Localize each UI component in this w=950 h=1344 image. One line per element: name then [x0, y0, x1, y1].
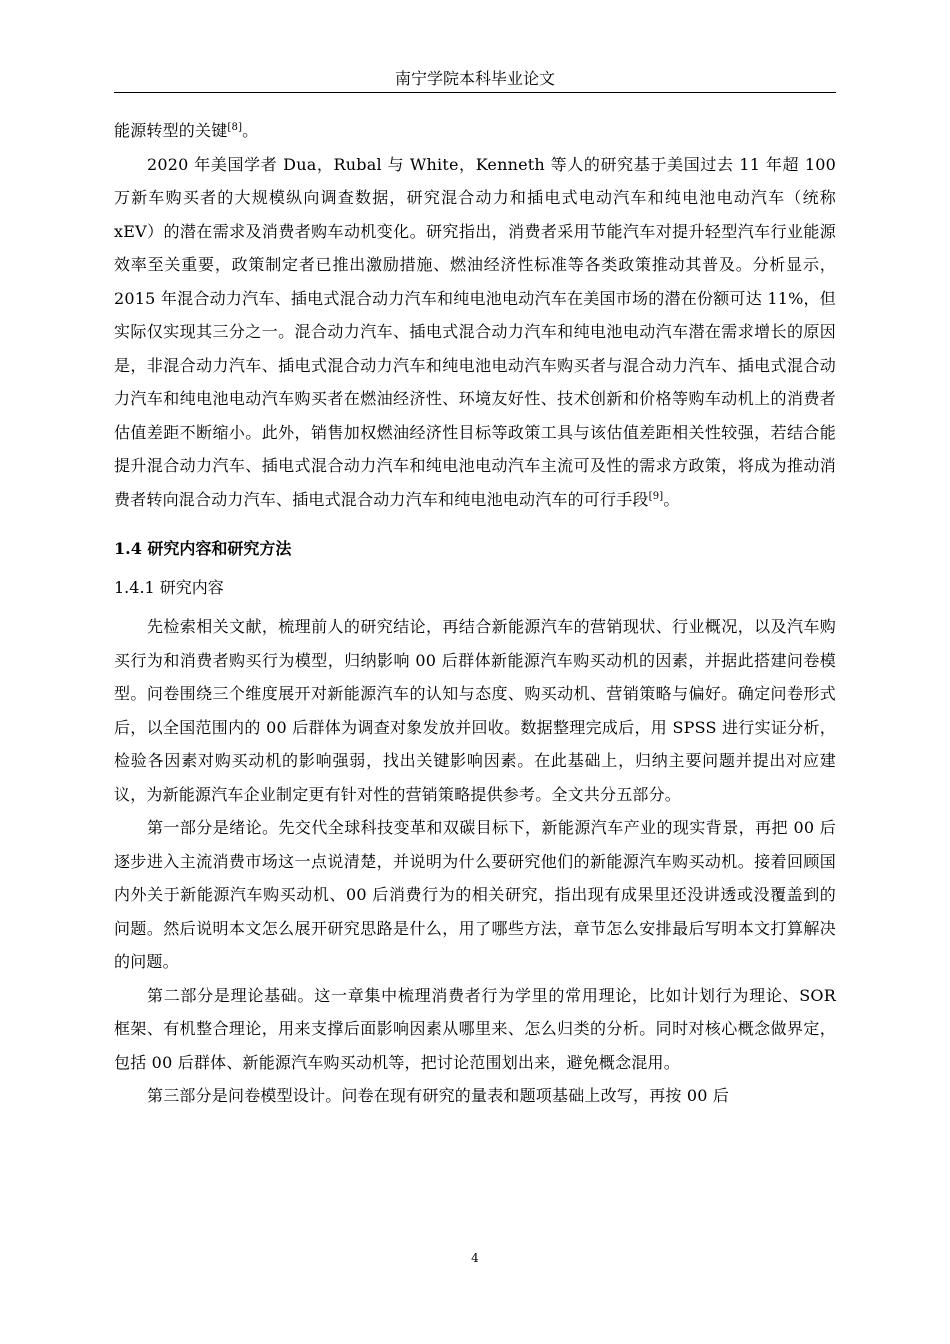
paragraph-part-two: 第二部分是理论基础。这一章集中梳理消费者行为学里的常用理论，比如计划行为理论、SOR 框架、有机整合理论，用来支撑后面影响因素从哪里来、怎么归类的分析。同时对核心概念做界定，包括 00 后群体、新能源汽车购买动机等，把讨论范围划出来，避免概念混用。 [114, 985, 836, 1072]
section-heading: 1.4 研究内容和研究方法 [114, 539, 292, 558]
paragraph-part-one: 第一部分是绪论。先交代全球科技变革和双碳目标下，新能源汽车产业的现实背景，再把 00 后逐步进入主流消费市场这一点说清楚，并说明为什么要研究他们的新能源汽车购买动机。接着回顾国内外关于新能源汽车购买动机、00 后消费行为的相关研究，指出现有成果里还没讲透或没覆盖到的问题。然后说明本文怎么展开研究思路是什么，用了哪些方法，章节怎么安排最后写明本文打算解决的问题。 [114, 818, 836, 971]
paragraph-continuation [114, 114, 836, 148]
running-header [114, 66, 836, 93]
paragraph-end-punct: 。 [663, 489, 680, 509]
paragraph-dua-study [114, 148, 836, 517]
citation-8: [8] [227, 122, 243, 133]
paragraph-research-content: 先检索相关文献，梳理前人的研究结论，再结合新能源汽车的营销现状、行业概况，以及汽车购买行为和消费者购买行为模型，归纳影响 00 后群体新能源汽车购买动机的因素，并据此搭建问卷模型。问卷围绕三个维度展开对新能源汽车的认知与态度、购买动机、营销策略与偏好。确定问卷形式后，以全国范围内的 00 后群体为调查对象发放并回收。数据整理完成后，用 SPSS 进行实证分析，检验各因素对购买动机的影响强弱，找出关键影响因素。在此基础上，归纳主要问题并提出对应建议，为新能源汽车企业制定更有针对性的营销策略提供参考。全文共分五部分。 [114, 617, 836, 804]
paragraph-text: 能源转型的关键 [114, 121, 228, 140]
paragraph-end-punct: 。 [242, 121, 259, 140]
paragraph-part-three: 第三部分是问卷模型设计。问卷在现有研究的量表和题项基础上改写，再按 00 后 [147, 1086, 730, 1105]
paragraph-text: 2020 年美国学者 Dua，Rubal 与 White，Kenneth 等人的研究基于美国过去 11 年超 100 万新车购买者的大规模纵向调查数据，研究混合动力和插电式电动汽车和纯电池电动汽车（统称 xEV）的潜在需求及消费者购车动机变化。研究指出，消费者采用节能汽车对提升轻型汽车行业能源效率至关重要，政策制定者已推出激励措施、燃油经济性标准等各类政策推动其普及。分析显示，2015 年混合动力汽车、插电式混合动力汽车和纯电池电动汽车在美国市场的潜在份额可达 11%，但实际仅实现其三分之一。混合动力汽车、插电式混合动力汽车和纯电池电动汽车潜在需求增长的原因是，非混合动力汽车、插电式混合动力汽车和纯电池电动汽车购买者与混合动力汽车、插电式混合动力汽车和纯电池电动汽车购买者在燃油经济性、环境友好性、技术创新和价格等购车动机上的消费者估值差距不断缩小。此外，销售加权燃油经济性目标等政策工具与该估值差距相关性较强，若结合能提升混合动力汽车、插电式混合动力汽车和纯电池电动汽车主流可及性的需求方政策，将成为推动消费者转向混合动力汽车、插电式混合动力汽车和纯电池电动汽车的可行手段 [114, 154, 836, 509]
page-number: 4 [471, 1251, 479, 1265]
citation-9: [9] [648, 490, 664, 502]
subsection-heading: 1.4.1 研究内容 [114, 578, 224, 597]
page-content [114, 114, 836, 1113]
header-title: 南宁学院本科毕业论文 [394, 69, 555, 88]
